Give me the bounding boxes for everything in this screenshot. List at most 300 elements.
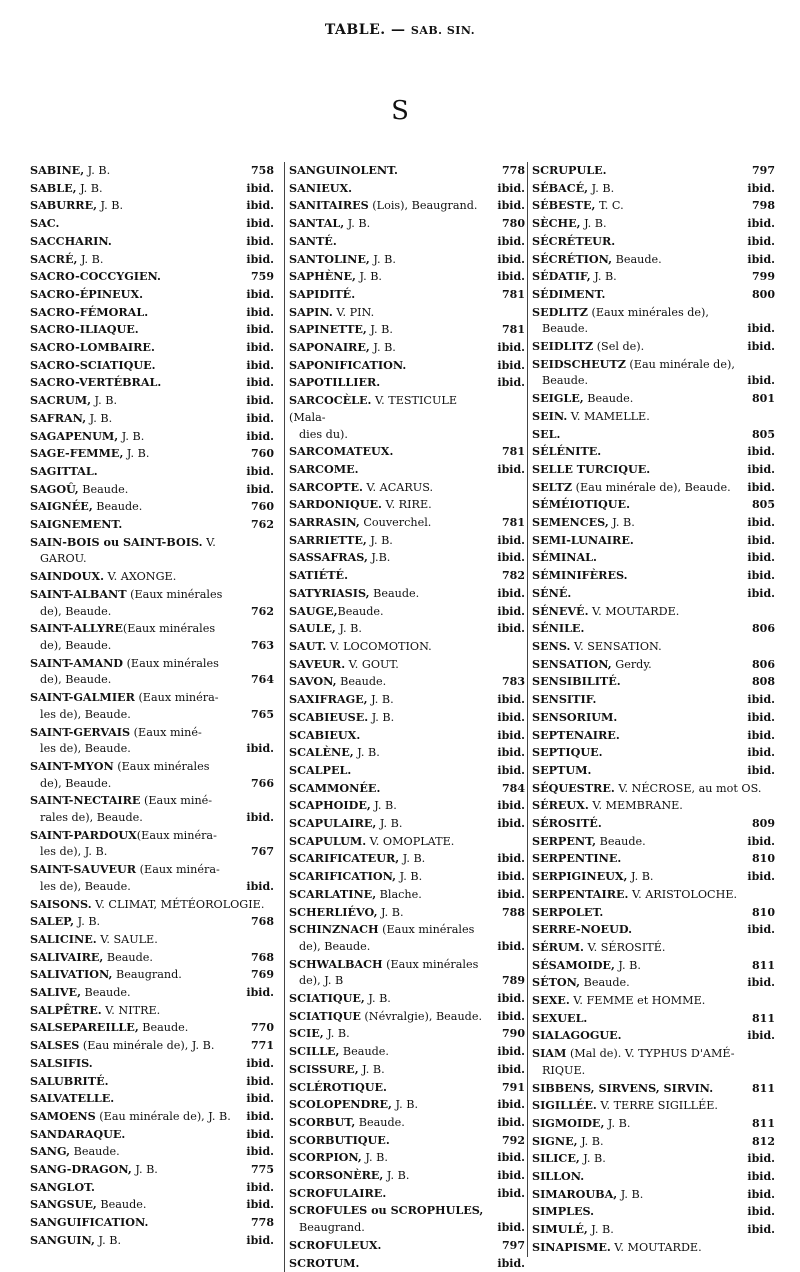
index-term: SEL. <box>532 426 561 441</box>
index-term-detail: J. B. <box>364 992 391 1006</box>
index-entry-line <box>532 817 602 830</box>
index-term-detail: J. B. <box>123 447 150 461</box>
index-term: SAPONAIRE, <box>289 340 370 355</box>
index-term: SCIE, <box>289 1026 324 1041</box>
index-entry <box>30 1126 274 1144</box>
index-entry-line <box>532 711 617 724</box>
index-term: SCIATIQUE <box>289 1008 361 1023</box>
index-entry-line <box>30 359 156 372</box>
index-term-continuation: rales de), Beaude. <box>40 811 143 825</box>
index-term-detail: V. SAULE. <box>96 932 158 946</box>
index-term: SALEP, <box>30 914 75 929</box>
index-entry-line <box>30 1039 214 1052</box>
index-entry <box>532 921 775 939</box>
index-entry <box>289 1079 525 1097</box>
index-entry-line <box>30 465 98 478</box>
index-term: SAINT-PARDOUX <box>30 827 137 842</box>
index-page-ref: ibid. <box>747 252 775 266</box>
index-entry <box>30 586 274 620</box>
index-entry <box>289 1061 525 1079</box>
index-term-detail: (Sel de). <box>593 340 645 354</box>
index-term: SAC. <box>30 216 60 231</box>
index-entry <box>289 780 525 798</box>
index-page-ref: ibid. <box>497 746 525 760</box>
index-page-ref: ibid. <box>747 976 775 990</box>
index-term-detail: J. B. <box>580 217 607 231</box>
index-entry-line <box>289 992 391 1005</box>
index-entry <box>30 966 274 984</box>
index-page-ref: 788 <box>502 905 525 919</box>
index-term-detail: (Lois), Beaugrand. <box>368 199 478 213</box>
index-entry <box>30 286 274 304</box>
index-term-detail: V. LOCOMOTION. <box>326 639 432 653</box>
index-entry <box>532 286 775 304</box>
index-term: SACRÉ, <box>30 251 78 266</box>
index-page-ref: ibid. <box>747 834 775 848</box>
index-term: SANGLOT. <box>30 1179 95 1194</box>
index-term-detail: Beaude. <box>70 1145 120 1159</box>
index-entry <box>532 549 775 567</box>
index-term: SALPÊTRE. <box>30 1002 102 1017</box>
index-entry <box>289 567 525 585</box>
index-entry-line <box>30 968 182 981</box>
index-term: SAPHÈNE, <box>289 269 356 284</box>
index-entry-line <box>532 587 571 600</box>
index-entry <box>289 180 525 198</box>
index-entry <box>532 338 775 356</box>
index-entry-line <box>532 693 596 706</box>
index-entry-line <box>532 253 662 266</box>
index-entry <box>532 162 775 180</box>
index-entry-line <box>532 1205 594 1218</box>
index-term-detail: J. B. <box>383 1169 410 1183</box>
index-entry-line <box>532 1241 702 1254</box>
index-term: SACRO-SCIATIQUE. <box>30 357 156 372</box>
index-entry <box>289 496 525 514</box>
index-page-ref: ibid. <box>246 1092 274 1106</box>
index-term-detail: (Eau minérale de), Beaude. <box>572 480 731 494</box>
index-entry <box>532 1045 775 1079</box>
index-page-ref: 800 <box>752 287 775 301</box>
index-entry-line <box>532 463 650 476</box>
index-entry-line <box>532 941 665 954</box>
index-entry-line <box>532 870 653 883</box>
index-entry-line <box>30 933 158 946</box>
index-entry-line <box>30 570 176 583</box>
index-term: SAPOTILLIER. <box>289 375 381 390</box>
index-term: SAULE, <box>289 621 336 636</box>
index-page-ref: ibid. <box>246 879 274 893</box>
index-entry-line <box>289 870 422 883</box>
index-entry <box>289 1167 525 1185</box>
index-term-detail: V. MEMBRANE. <box>588 799 683 813</box>
index-entry <box>30 162 274 180</box>
index-term: SANTÉ. <box>289 233 337 248</box>
index-term-detail: V. <box>202 535 216 549</box>
index-entry-line <box>289 1081 387 1094</box>
index-entry <box>289 673 525 691</box>
index-term: SAPIDITÉ. <box>289 286 356 301</box>
index-entry <box>30 1161 274 1179</box>
index-entry-line <box>532 392 633 405</box>
index-page-ref: ibid. <box>497 234 525 248</box>
index-term: SAINT-NECTAIRE <box>30 793 141 808</box>
index-entry <box>532 215 775 233</box>
index-entry <box>289 215 525 233</box>
index-entry <box>532 673 775 691</box>
index-page-ref: ibid. <box>747 923 775 937</box>
index-entry <box>30 445 274 463</box>
index-entry-line <box>532 888 737 901</box>
index-page-ref: ibid. <box>246 1145 274 1159</box>
index-term: SCORSONÈRE, <box>289 1168 384 1183</box>
index-page-ref: ibid. <box>497 270 525 284</box>
index-entry <box>532 1221 775 1239</box>
index-entry-line <box>30 1163 158 1176</box>
running-head-dash: — <box>391 22 406 38</box>
index-page-ref: ibid. <box>246 234 274 248</box>
index-entry <box>289 532 525 550</box>
index-term: SAVON, <box>289 674 337 689</box>
index-term: SACRUM, <box>30 393 91 408</box>
index-term: SALIVAIRE, <box>30 949 104 964</box>
index-term: SIALAGOGUE. <box>532 1028 622 1043</box>
index-term: SÉDIMENT. <box>532 286 606 301</box>
index-term: SERRE-NOEUD. <box>532 922 633 937</box>
index-term: SÉQUESTRE. <box>532 780 615 795</box>
index-page-ref: ibid. <box>497 533 525 547</box>
index-term-detail: V. TESTICULE (Mala- <box>289 394 457 424</box>
index-term: SAUT. <box>289 638 327 653</box>
index-entry <box>30 689 274 723</box>
index-entry <box>532 496 775 514</box>
index-page-ref: ibid. <box>246 986 274 1000</box>
index-term-detail: V. ACARUS. <box>362 480 434 494</box>
index-page-ref: ibid. <box>497 1009 525 1023</box>
index-term-detail: J. B. <box>91 394 118 408</box>
index-page-ref: 791 <box>502 1080 525 1094</box>
index-entry-line <box>532 551 597 564</box>
index-term-detail: (Eau minérale de), <box>625 357 735 371</box>
index-term: SELTZ <box>532 479 573 494</box>
index-term: SAUGE, <box>289 603 338 618</box>
index-entry-line <box>289 1169 409 1182</box>
index-page-ref: ibid. <box>497 358 525 372</box>
index-term: SÉROSITÉ. <box>532 816 602 831</box>
index-term: SÈCHE, <box>532 216 581 231</box>
index-page-ref: 778 <box>251 1216 274 1230</box>
index-entry <box>30 620 274 654</box>
index-entry <box>30 357 274 375</box>
index-page-ref: 806 <box>752 657 775 671</box>
index-term: SIMAROUBA, <box>532 1186 618 1201</box>
index-term: SÉNÉ. <box>532 585 572 600</box>
index-entry <box>30 896 274 914</box>
index-entry <box>289 549 525 567</box>
index-term: SANDARAQUE. <box>30 1126 126 1141</box>
index-entry-line <box>289 199 477 212</box>
index-page-ref: ibid. <box>246 1074 274 1088</box>
index-entry <box>532 691 775 709</box>
index-entry-line <box>30 270 161 283</box>
index-term-continuation: de), Beaude. <box>40 638 112 652</box>
index-page-ref: ibid. <box>747 1187 775 1201</box>
index-entry <box>532 1150 775 1168</box>
index-entry-line <box>532 428 560 441</box>
index-term: SACRO-LOMBAIRE. <box>30 340 155 355</box>
index-term-detail: V. PIN. <box>332 305 375 319</box>
index-entry <box>289 1185 525 1203</box>
index-term: SÉBACÉ, <box>532 180 589 195</box>
index-term: SCORBUT, <box>289 1114 356 1129</box>
index-term: SAINT-AMAND <box>30 655 124 670</box>
index-term: SEDLITZ <box>532 304 588 319</box>
index-term-detail: J. B. <box>97 199 124 213</box>
index-term: SARCOPTE. <box>289 479 363 494</box>
index-page-ref: ibid. <box>246 358 274 372</box>
index-page-ref: ibid. <box>246 742 274 756</box>
index-term: SILLON. <box>532 1169 585 1184</box>
index-entry <box>532 638 775 656</box>
index-entry-line <box>289 253 396 266</box>
index-entry <box>289 268 525 286</box>
index-term-detail: J. B. <box>361 1151 388 1165</box>
index-page-ref: ibid. <box>246 411 274 425</box>
index-entry <box>30 1196 274 1214</box>
running-head-range: SAB. SIN. <box>410 24 476 37</box>
index-entry <box>532 815 775 833</box>
index-entry <box>30 180 274 198</box>
index-page-ref: ibid. <box>246 1056 274 1070</box>
index-term-detail: Beaude. <box>612 252 662 266</box>
index-term: SCARIFICATEUR, <box>289 851 400 866</box>
index-entry <box>30 233 274 251</box>
index-column-2 <box>284 162 525 1272</box>
index-page-ref: ibid. <box>747 480 775 494</box>
index-term: SENSIBILITÉ. <box>532 674 621 689</box>
index-entry-line <box>289 376 380 389</box>
index-page-ref: ibid. <box>497 462 525 476</box>
index-term-detail: V. MAMELLE. <box>567 409 650 423</box>
index-term: SANTOLINE, <box>289 251 370 266</box>
index-page-ref: ibid. <box>497 887 525 901</box>
index-term-detail: J. B. <box>369 252 396 266</box>
index-entry <box>30 1037 274 1055</box>
index-entry <box>532 886 775 904</box>
index-term: SCHINZNACH <box>289 922 379 937</box>
index-page-ref: ibid. <box>246 252 274 266</box>
index-term: SAINT-GERVAIS <box>30 724 131 739</box>
index-term: SERPIGINEUX, <box>532 869 628 884</box>
index-term-continuation: les de), J. B. <box>40 845 108 859</box>
index-term-detail: J. B. <box>74 915 101 929</box>
index-entry-line <box>30 863 220 876</box>
index-term: SERPOLET. <box>532 904 604 919</box>
index-entry-line <box>30 1021 188 1034</box>
index-term-detail: J. B. <box>590 270 617 284</box>
index-entry <box>289 1043 525 1061</box>
index-term: SACRO-ÉPINEUX. <box>30 286 144 301</box>
index-page-ref: 799 <box>752 270 775 284</box>
index-entry-line <box>30 412 112 425</box>
index-term-detail: J. B. <box>577 1134 604 1148</box>
index-entry-line <box>289 923 474 936</box>
index-term-detail: (Eaux miné- <box>130 725 202 739</box>
index-entry <box>289 620 525 638</box>
index-term-continuation: les de), Beaude. <box>40 879 131 893</box>
index-entry-line <box>532 445 601 458</box>
index-term: SÉTON, <box>532 975 581 990</box>
index-entry <box>532 1097 775 1115</box>
index-term-continuation: dies du). <box>299 427 348 441</box>
index-entry <box>532 1027 775 1045</box>
index-term: SÉCRÉTION, <box>532 251 613 266</box>
index-term: SCALÈNE, <box>289 745 354 760</box>
index-entry-line <box>532 288 605 301</box>
index-page-ref: ibid. <box>747 322 775 336</box>
index-page-ref: 758 <box>251 164 274 177</box>
index-term: SIGNE, <box>532 1133 578 1148</box>
index-term: SAGAPENUM, <box>30 428 119 443</box>
index-term: SELLE TURCIQUE. <box>532 461 651 476</box>
index-entry <box>289 374 525 392</box>
index-entry <box>30 321 274 339</box>
index-entry-line <box>30 447 149 460</box>
index-entry-line <box>532 1170 584 1183</box>
index-term-detail: (Eaux minéra- <box>136 828 217 842</box>
index-entry <box>532 356 775 390</box>
index-term: SEPTENAIRE. <box>532 727 620 742</box>
index-entry-line <box>30 394 117 407</box>
index-term-detail: J. B. <box>131 1163 158 1177</box>
index-entry-line <box>289 394 457 424</box>
index-term: SCIATIQUE, <box>289 991 365 1006</box>
index-entry <box>30 534 274 568</box>
index-term: SCRUPULE. <box>532 163 607 177</box>
index-page-ref: ibid. <box>497 852 525 866</box>
index-term-detail: J. B. <box>604 1116 631 1130</box>
index-entry-line <box>532 1082 713 1095</box>
index-term: SALIVE, <box>30 985 81 1000</box>
index-entry <box>30 481 274 499</box>
index-entry-line <box>289 764 351 777</box>
index-term: SCROFULAIRE. <box>289 1185 387 1200</box>
index-term-detail: J. B. <box>366 533 393 547</box>
index-entry <box>532 833 775 851</box>
index-term: SAGITTAL. <box>30 463 98 478</box>
index-entry-line <box>532 534 634 547</box>
index-term: SCABIEUX. <box>289 727 361 742</box>
index-page-ref: 764 <box>251 673 274 687</box>
index-entry <box>289 886 525 904</box>
index-page-ref: 790 <box>502 1027 525 1041</box>
index-page-ref: ibid. <box>497 1221 525 1235</box>
index-entry <box>532 850 775 868</box>
index-page-ref: 781 <box>502 516 525 530</box>
index-entry-line <box>532 782 761 795</box>
index-term: SATIÉTÉ. <box>289 568 348 583</box>
index-page-ref: ibid. <box>747 445 775 459</box>
index-entry-line <box>532 622 584 635</box>
index-page-ref: ibid. <box>497 586 525 600</box>
index-entry-line <box>532 481 731 494</box>
index-page-ref: ibid. <box>497 551 525 565</box>
index-page-ref: ibid. <box>246 217 274 231</box>
index-term: SÉSAMOIDE, <box>532 957 615 972</box>
index-page-ref: ibid. <box>497 1256 525 1270</box>
index-term-continuation: RIQUE. <box>542 1063 586 1077</box>
index-term-detail: J. B. <box>399 852 426 866</box>
index-entry-line <box>289 270 382 283</box>
index-entry-line <box>532 235 615 248</box>
index-entry <box>30 1179 274 1197</box>
index-page-ref: 767 <box>251 845 274 859</box>
index-term-continuation: Beaude. <box>542 322 589 336</box>
index-entry-line <box>30 182 103 195</box>
index-term: SEMI-LUNAIRE. <box>532 532 634 547</box>
index-entry <box>289 1149 525 1167</box>
index-entry <box>289 461 525 479</box>
index-entry <box>289 162 525 180</box>
index-page-ref: ibid. <box>497 1115 525 1129</box>
index-entry <box>30 251 274 269</box>
index-entry-line <box>532 923 632 936</box>
index-term: SCAMMONÉE. <box>289 780 381 795</box>
index-term: SIGILLÉE. <box>532 1098 597 1113</box>
index-entry <box>532 797 775 815</box>
index-entry-line <box>532 1099 718 1112</box>
index-term-detail: V. GOUT. <box>345 657 399 671</box>
index-entry <box>532 727 775 745</box>
index-term: SIAM <box>532 1046 567 1061</box>
index-entry-line <box>289 693 394 706</box>
index-entry <box>532 233 775 251</box>
index-term-continuation: de), Beaude. <box>40 604 112 618</box>
index-term-detail: V. SENSATION. <box>570 639 662 653</box>
index-term: SAMOENS <box>30 1108 96 1123</box>
index-entry <box>289 709 525 727</box>
index-entry-line <box>30 306 148 319</box>
index-term-continuation: Beaugrand. <box>299 1221 365 1235</box>
index-entry-line <box>289 817 402 830</box>
index-term-detail: V. ARISTOLOCHE. <box>628 887 738 901</box>
index-page-ref: 810 <box>752 852 775 866</box>
index-entry-line <box>289 569 348 582</box>
index-page-ref: 762 <box>251 604 274 618</box>
index-entry <box>289 392 525 443</box>
index-entry <box>532 1115 775 1133</box>
index-term-detail: J. B. <box>366 323 393 337</box>
index-entry-line <box>30 829 217 842</box>
index-page-ref: ibid. <box>747 586 775 600</box>
index-entry <box>30 792 274 826</box>
index-entry <box>30 758 274 792</box>
index-entry-line <box>532 217 607 230</box>
index-term-detail: Beaude. <box>596 834 646 848</box>
index-term: SABURRE, <box>30 198 97 213</box>
index-entry <box>30 1143 274 1161</box>
index-entry-line <box>30 1198 146 1211</box>
index-term-detail: T. C. <box>595 199 624 213</box>
index-entry <box>532 620 775 638</box>
index-term: SERPENTAIRE. <box>532 886 629 901</box>
index-page-ref: ibid. <box>246 199 274 213</box>
index-entry <box>289 286 525 304</box>
index-term: SACRO-ILIAQUE. <box>30 322 139 337</box>
index-entry <box>30 410 274 428</box>
index-term: SALUBRITÉ. <box>30 1073 109 1088</box>
index-page-ref: 778 <box>502 164 525 177</box>
